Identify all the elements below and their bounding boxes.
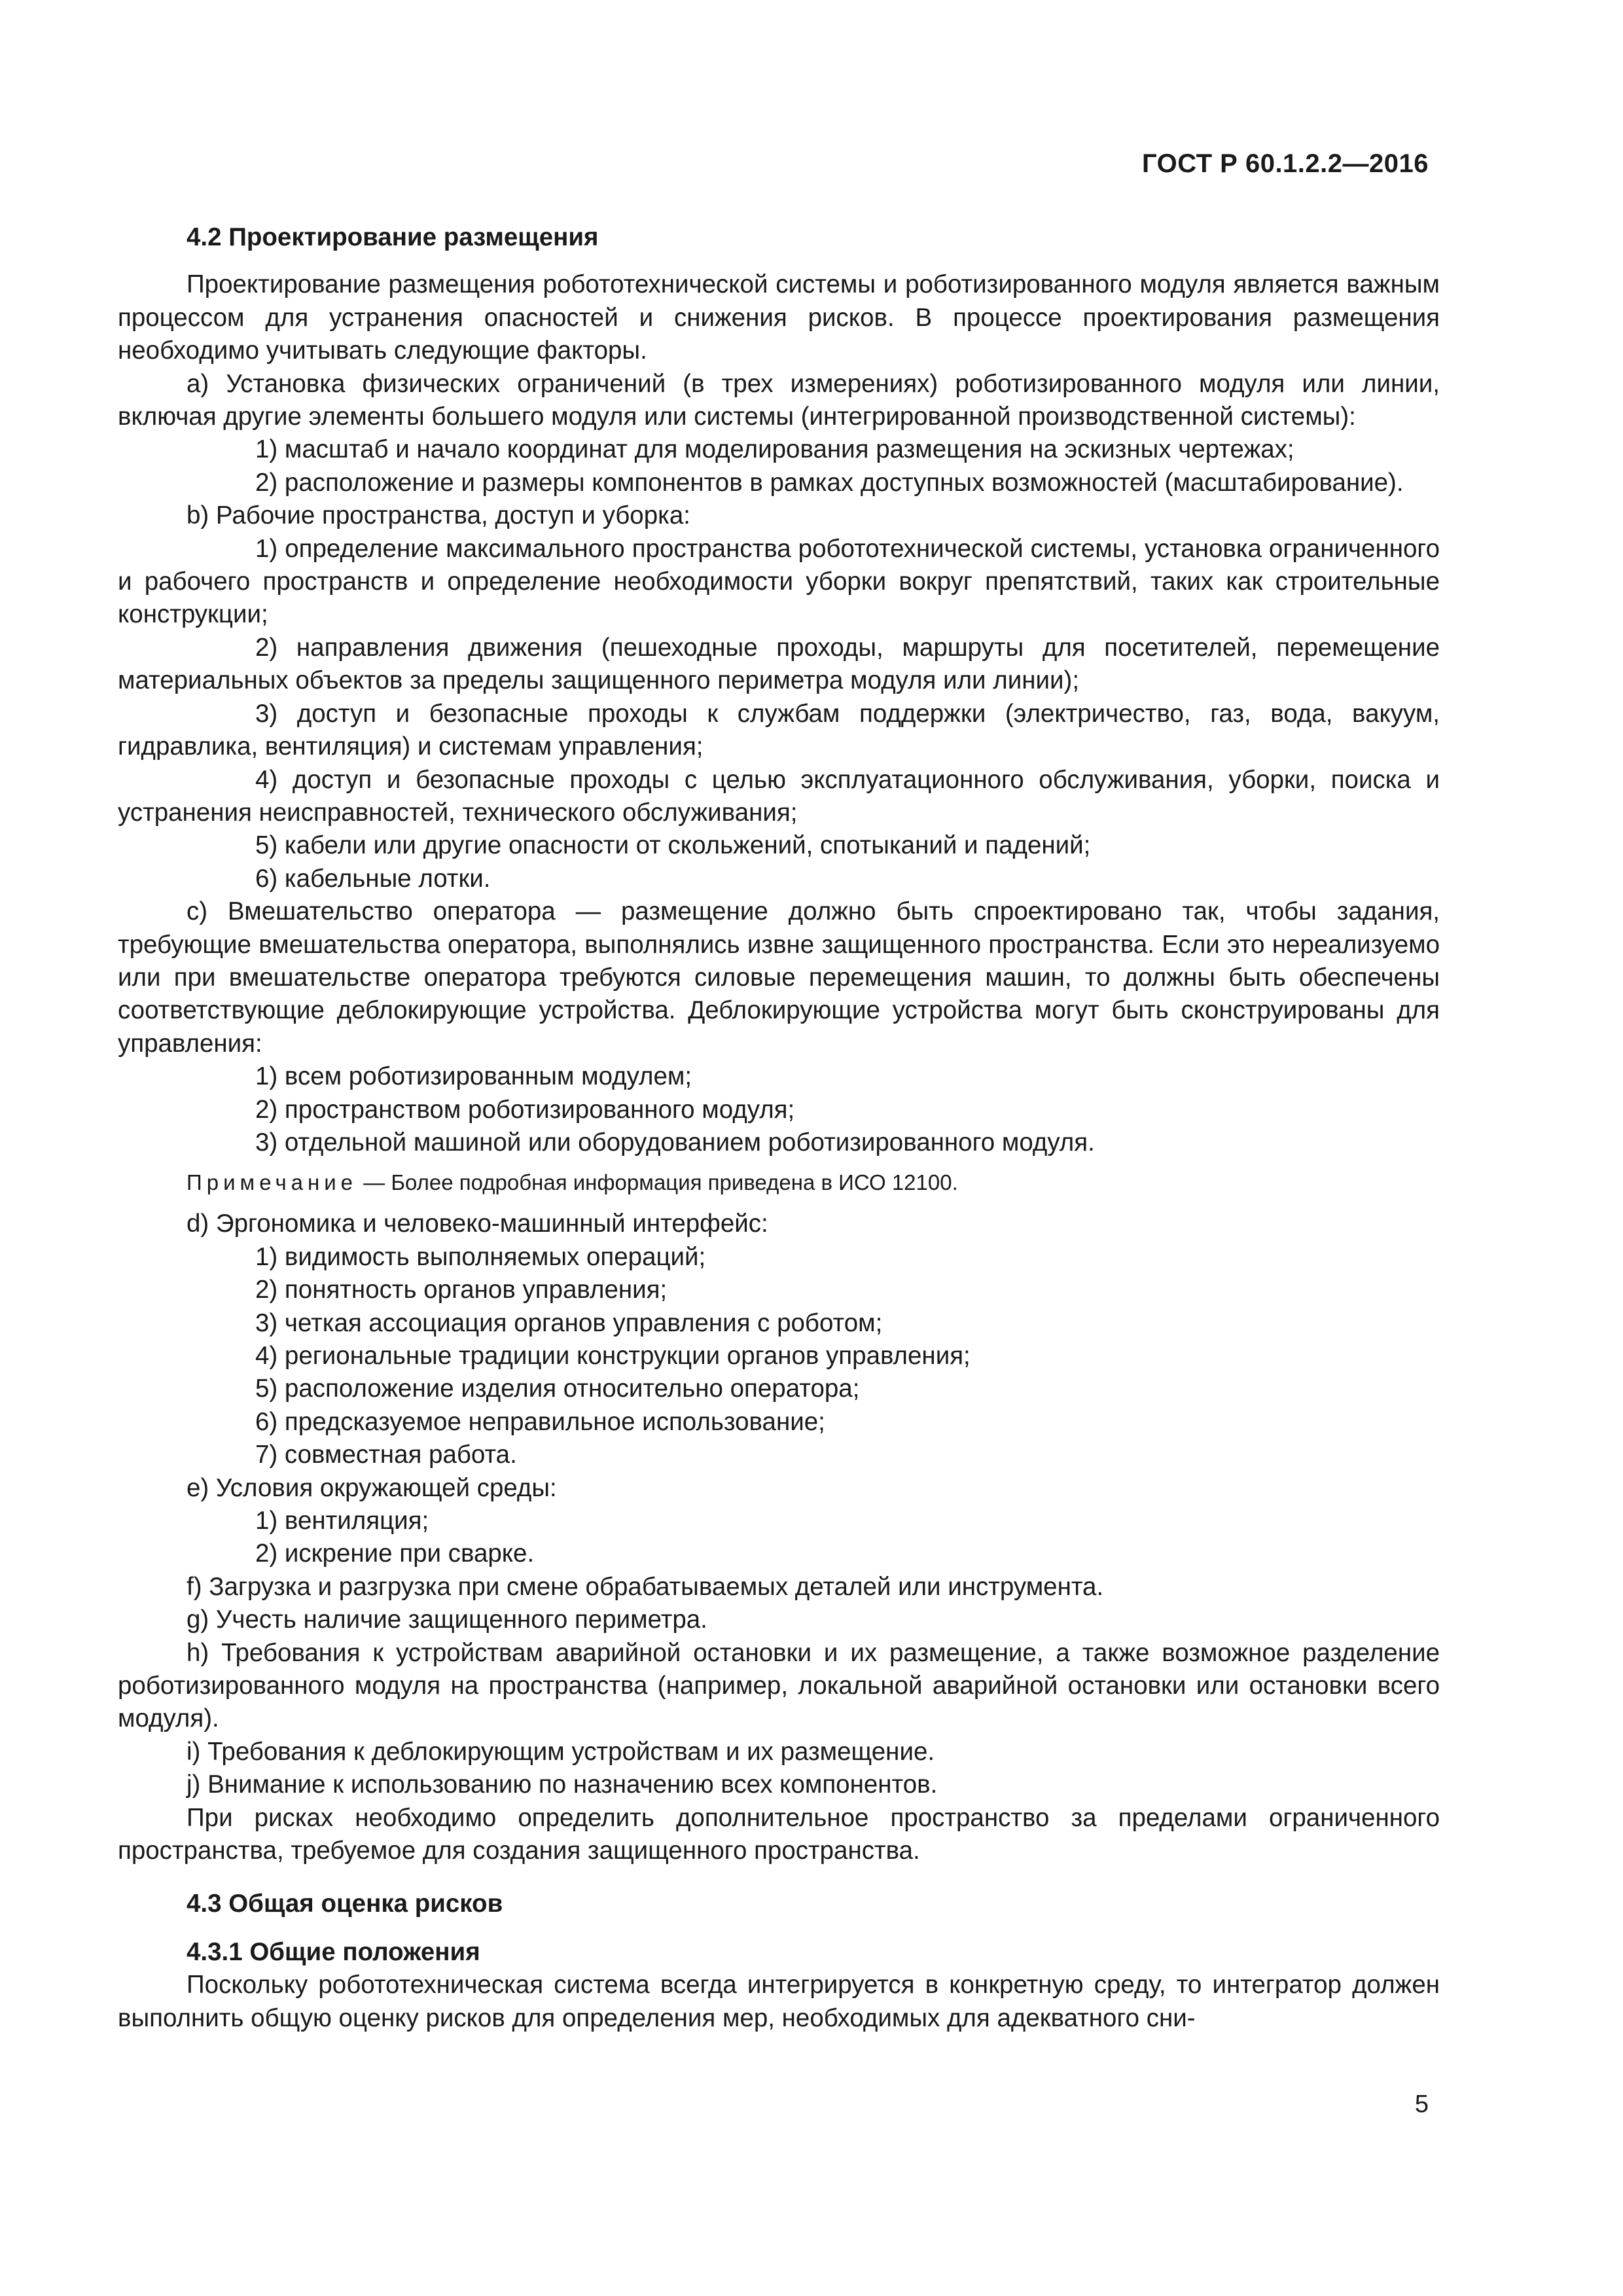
list-item-c: c) Вмешательство оператора — размещение должно быть спроектировано так, чтобы задания, требующие вмешательства оператора, выполнялись извне защищенного пространства. Если это нереализуемо или при вмешательстве оператора требуются силовые перемещения машин, то должны быть обеспечены соответствующие деблокирующие устройства. Деблокирующие устройства могут быть сконструированы для управления: xyxy=(118,897,1440,1058)
page-number: 5 xyxy=(1414,2090,1429,2118)
note-label: Примечание xyxy=(187,1170,358,1195)
sub-item-d4: 4) региональные традиции конструкции органов управления; xyxy=(255,1342,971,1370)
list-item-j: j) Внимание к использованию по назначению всех компонентов. xyxy=(187,1770,938,1799)
list-item-d: d) Эргономика и человеко-машинный интерфейс: xyxy=(187,1210,768,1238)
note-text: — Более подробная информация приведена в ИСО 12100. xyxy=(357,1170,958,1195)
sub-item-d3: 3) четкая ассоциация органов управления с роботом; xyxy=(255,1308,883,1337)
paragraph-intro: Проектирование размещения робототехнической системы и роботизированного модуля является важным процессом для устранения опасностей и снижения рисков. В процессе проектирования размещения необходимо учитывать следующие факторы. xyxy=(118,270,1440,365)
section-heading-4-2: 4.2 Проектирование размещения xyxy=(187,223,599,251)
sub-item-d6: 6) предсказуемое неправильное использование; xyxy=(255,1407,825,1436)
sub-item-e2: 2) искрение при сварке. xyxy=(255,1539,535,1568)
standard-designation: ГОСТ Р 60.1.2.2—2016 xyxy=(1141,149,1429,178)
list-item-g: g) Учесть наличие защищенного периметра. xyxy=(187,1605,707,1634)
sub-item-b2: 2) направления движения (пешеходные проходы, маршруты для посетителей, перемещение материальных объектов за пределы защищенного периметра модуля или линии); xyxy=(118,633,1440,695)
sub-item-b5: 5) кабели или другие опасности от скольжений, спотыканий и падений; xyxy=(255,831,1091,860)
list-item-f: f) Загрузка и разгрузка при смене обрабатываемых деталей или инструмента. xyxy=(187,1572,1104,1601)
list-item-e: e) Условия окружающей среды: xyxy=(187,1473,557,1502)
sub-item-b3: 3) доступ и безопасные проходы к службам поддержки (электричество, газ, вода, вакуум, гидравлика, вентиляция) и системам управления; xyxy=(118,699,1440,761)
sub-item-b4: 4) доступ и безопасные проходы с целью эксплуатационного обслуживания, уборки, поиска и устранения неисправностей, технического обслуживания; xyxy=(118,765,1440,827)
sub-item-d2: 2) понятность органов управления; xyxy=(255,1276,668,1304)
list-item-b: b) Рабочие пространства, доступ и уборка: xyxy=(187,501,690,530)
sub-item-d5: 5) расположение изделия относительно оператора; xyxy=(255,1374,860,1403)
subsection-heading-4-3-1: 4.3.1 Общие положения xyxy=(187,1937,480,1966)
paragraph-closing: При рисках необходимо определить дополнительное пространство за пределами ограниченного пространства, требуемое для создания защищенного пространства. xyxy=(118,1803,1440,1865)
sub-item-b1: 1) определение максимального пространства робототехнической системы, установка ограниченного и рабочего пространств и определение необходимости уборки вокруг препятствий, таких как строительные конструкции; xyxy=(118,534,1440,629)
sub-item-c1: 1) всем роботизированным модулем; xyxy=(255,1062,692,1091)
sub-item-a2: 2) расположение и размеры компонентов в рамках доступных возможностей (масштабирование). xyxy=(255,468,1404,497)
sub-item-b6: 6) кабельные лотки. xyxy=(255,864,491,893)
section-heading-4-3: 4.3 Общая оценка рисков xyxy=(187,1889,503,1918)
note xyxy=(118,1168,1440,1197)
sub-item-c2: 2) пространством роботизированного модуля; xyxy=(255,1095,795,1124)
list-item-a: a) Установка физических ограничений (в трех измерениях) роботизированного модуля или линии, включая другие элементы большего модуля или системы (интегрированной производственной системы): xyxy=(118,369,1440,431)
sub-item-d7: 7) совместная работа. xyxy=(255,1441,517,1469)
document-body xyxy=(118,221,1440,2035)
sub-item-c3: 3) отдельной машиной или оборудованием роботизированного модуля. xyxy=(255,1128,1095,1157)
sub-item-e1: 1) вентиляция; xyxy=(255,1507,429,1535)
list-item-i: i) Требования к деблокирующим устройствам и их размещение. xyxy=(187,1737,935,1766)
list-item-h: h) Требования к устройствам аварийной остановки и их размещение, а также возможное разделение роботизированного модуля на пространства (например, локальной аварийной остановки или остановки всего модуля). xyxy=(118,1638,1440,1733)
paragraph-4-3-1: Поскольку робототехническая система всегда интегрируется в конкретную среду, то интегратор должен выполнить общую оценку рисков для определения мер, необходимых для адекватного сни- xyxy=(118,1971,1440,2032)
sub-item-d1: 1) видимость выполняемых операций; xyxy=(255,1242,706,1271)
sub-item-a1: 1) масштаб и начало координат для моделирования размещения на эскизных чертежах; xyxy=(255,435,1294,464)
